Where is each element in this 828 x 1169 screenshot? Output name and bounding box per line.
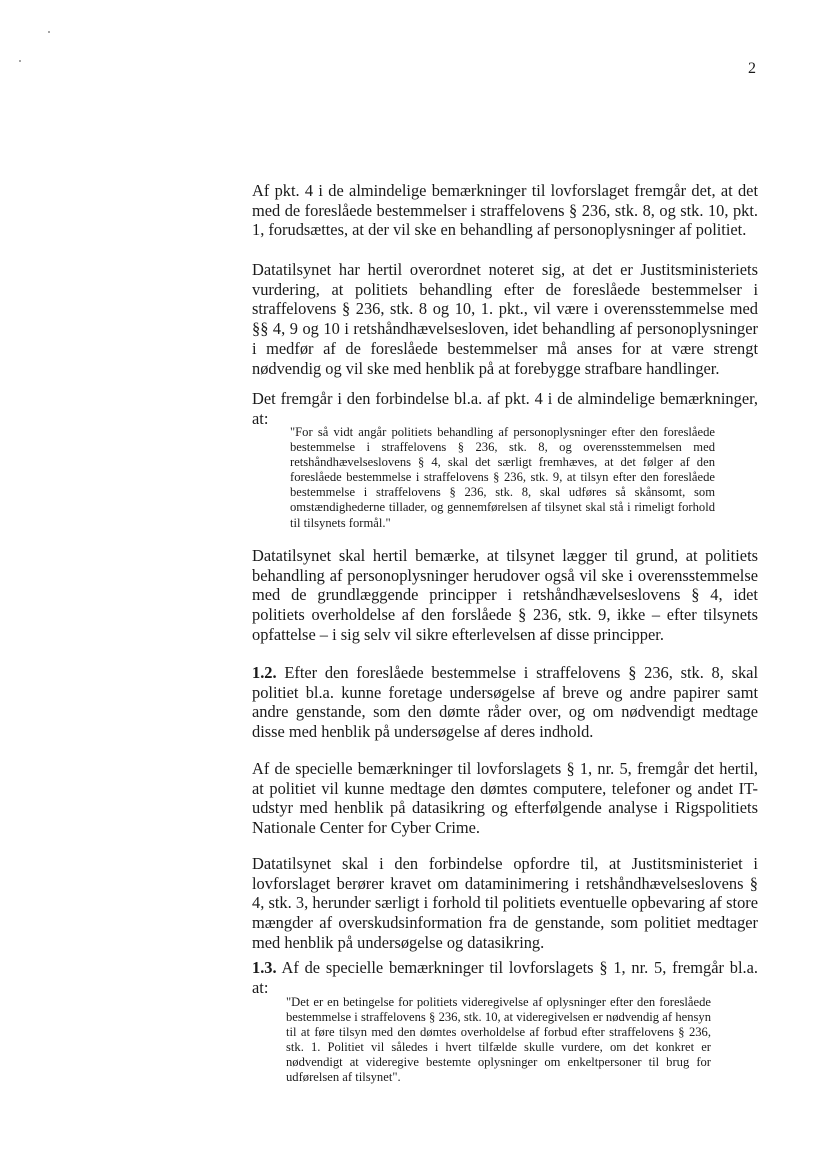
paragraph: Datatilsynet skal i den forbindelse opfordre til, at Justitsministeriet i lovforslaget berører kravet om dataminimering i retshåndhævelseslovens § 4, stk. 3, herunder særligt i forhold til politiets eventuelle opbevaring af store mængder af overskudsinformation fra de genstande, som politiet medtager med henblik på undersøgelse og datasikring. — [252, 854, 758, 952]
scan-speck — [19, 60, 21, 62]
section-number: 1.3. — [252, 958, 277, 977]
scan-speck — [48, 31, 50, 33]
paragraph: Det fremgår i den forbindelse bl.a. af pkt. 4 i de almindelige bemærkninger, at: — [252, 389, 758, 428]
block-quote: "Det er en betingelse for politiets videregivelse af oplysninger efter den foreslåede bestemmelse i straffelovens § 236, stk. 10, at videregivelsen er nødvendig af hensyn til at føre tilsyn med den dømtes overholdelse af forbud efter straffelovens § 236, stk. 1. Politiet vil således i hvert tilfælde skulle vurdere, om det konkret er nødvendigt at videregive bestemte oplysninger om enkeltpersoner til brug for udførelsen af tilsynet". — [286, 995, 711, 1085]
page-number: 2 — [748, 60, 756, 77]
section-number: 1.2. — [252, 663, 277, 682]
paragraph — [252, 958, 758, 997]
paragraph — [252, 663, 758, 742]
paragraph: Datatilsynet skal hertil bemærke, at tilsynet lægger til grund, at politiets behandling af personoplysninger herudover også vil ske i overensstemmelse med de grundlæggende principper i retshåndhævelseslovens § 4, idet politiets overholdelse af den forslåede § 236, stk. 9, ikke – efter tilsynets opfattelse – i sig selv vil sikre efterlevelsen af disse principper. — [252, 546, 758, 644]
paragraph-text: Af de specielle bemærkninger til lovforslagets § 1, nr. 5, fremgår bl.a. at: — [252, 958, 758, 997]
paragraph: Af pkt. 4 i de almindelige bemærkninger til lovforslaget fremgår det, at det med de foreslåede bestemmelser i straffelovens § 236, stk. 8, og stk. 10, pkt. 1, forudsættes, at der vil ske en behandling af personoplysninger af politiet. — [252, 181, 758, 240]
block-quote: "For så vidt angår politiets behandling af personoplysninger efter den foreslåede bestemmelse i straffelovens § 236, stk. 8, og overensstemmelsen med retshåndhævelseslovens § 4, skal det særligt fremhæves, at det følger af den foreslåede bestemmelse i straffelovens § 236, stk. 9, at tilsyn efter den foreslåede bestemmelse i straffelovens § 236, stk. 8, skal udføres så skånsomt, som omstændighederne tillader, og gennemførelsen af tilsynet skal stå i rimeligt forhold til tilsynets formål." — [290, 425, 715, 530]
paragraph: Datatilsynet har hertil overordnet noteret sig, at det er Justitsministeriets vurdering, at politiets behandling efter de foreslåede bestemmelser i straffelovens § 236, stk. 8 og 10, 1. pkt., vil være i overensstemmelse med §§ 4, 9 og 10 i retshåndhævelsesloven, idet behandling af personoplysninger i medfør af de foreslåede bestemmelser må anses for at være strengt nødvendig og vil ske med henblik på at forebygge strafbare handlinger. — [252, 260, 758, 378]
paragraph-text: Efter den foreslåede bestemmelse i straffelovens § 236, stk. 8, skal politiet bl.a. kunne foretage undersøgelse af breve og andre papirer samt andre genstande, som den dømte råder over, og om nødvendigt medtage disse med henblik på undersøgelse af deres indhold. — [252, 663, 758, 742]
paragraph: Af de specielle bemærkninger til lovforslagets § 1, nr. 5, fremgår det hertil, at politiet vil kunne medtage den dømtes computere, telefoner og andet IT-udstyr med henblik på datasikring og efterfølgende analyse i Rigspolitiets Nationale Center for Cyber Crime. — [252, 759, 758, 838]
